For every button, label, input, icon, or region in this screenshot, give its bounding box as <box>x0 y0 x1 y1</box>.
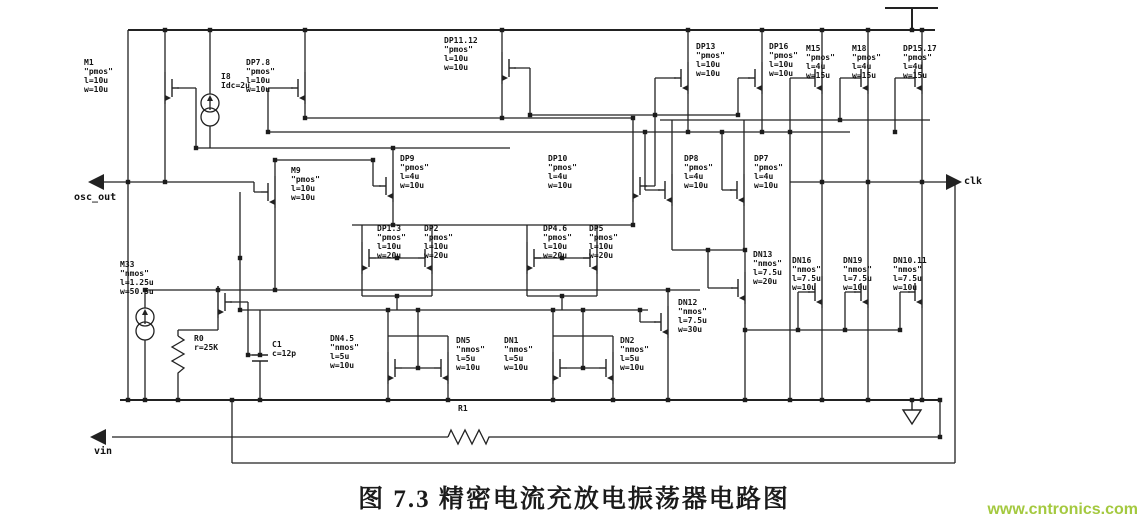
transistor-l: l=7.5u <box>893 274 922 283</box>
transistor-model: "pmos" <box>543 233 572 242</box>
transistor-name: DP15.17 <box>903 44 937 53</box>
transistor-model: "nmos" <box>678 307 707 316</box>
transistor-label-DP13 <box>696 42 725 78</box>
transistor-name: DN16 <box>792 256 812 265</box>
transistor-symbols <box>165 52 922 384</box>
current-source-i8 <box>201 94 219 126</box>
transistor-model: "pmos" <box>589 233 618 242</box>
transistor-name: DP16 <box>769 42 789 51</box>
transistor-w: w=50.5u <box>120 287 154 296</box>
transistor-label-DN1 <box>504 336 533 372</box>
transistor-w: w=10u <box>246 85 271 94</box>
transistor-name: DP7 <box>754 154 769 163</box>
transistor-name: M33 <box>120 260 135 269</box>
transistor-model: "nmos" <box>843 265 872 274</box>
transistor-l: l=10u <box>246 76 271 85</box>
transistor-model: "nmos" <box>330 343 359 352</box>
transistor-l: l=5u <box>620 354 640 363</box>
transistor-label-DP9 <box>400 154 429 190</box>
transistor-w: w=15u <box>852 71 877 80</box>
transistor-label-DN10.11 <box>893 256 927 292</box>
port-label-vin: vin <box>94 446 113 457</box>
transistor-name: DP4.6 <box>543 224 568 233</box>
transistor-l: l=10u <box>377 242 402 251</box>
transistor-w: w=10u <box>400 181 425 190</box>
transistor-l: l=10u <box>769 60 794 69</box>
transistor-name: DP1.3 <box>377 224 402 233</box>
transistor-l: l=4u <box>684 172 704 181</box>
transistor-model: "pmos" <box>852 53 881 62</box>
ground-symbol <box>903 400 921 424</box>
transistor-label-M18 <box>852 44 881 80</box>
transistor-label-DP7.8 <box>246 58 275 94</box>
transistor-l: l=7.5u <box>678 316 707 325</box>
transistor-model: "pmos" <box>377 233 406 242</box>
transistor-w: w=10u <box>769 69 794 78</box>
transistor-l: l=10u <box>84 76 109 85</box>
transistor-model: "nmos" <box>753 259 782 268</box>
transistor-label-DN19 <box>843 256 872 292</box>
transistor-label-M9 <box>291 166 320 202</box>
transistor-w: w=20u <box>753 277 778 286</box>
transistor-name: DN5 <box>456 336 471 345</box>
transistor-label-DP16 <box>769 42 798 78</box>
transistor-l: l=4u <box>548 172 568 181</box>
transistor-name: DP7.8 <box>246 58 271 67</box>
transistor-name: DP9 <box>400 154 415 163</box>
transistor-l: l=7.5u <box>843 274 872 283</box>
transistor-model: "pmos" <box>696 51 725 60</box>
vin-arrow-icon <box>90 429 106 445</box>
label-c1: C1 c=12p <box>272 340 297 358</box>
transistor-l: l=4u <box>852 62 872 71</box>
transistor-l: l=5u <box>456 354 476 363</box>
transistor-w: w=10u <box>893 283 918 292</box>
transistor-l: l=10u <box>424 242 449 251</box>
transistor-model: "pmos" <box>903 53 932 62</box>
transistor-w: w=20u <box>589 251 614 260</box>
transistor-label-M33 <box>120 260 154 296</box>
transistor-w: w=10u <box>84 85 109 94</box>
transistor-model: "nmos" <box>893 265 922 274</box>
transistor-l: l=10u <box>444 54 469 63</box>
transistor-l: l=10u <box>291 184 316 193</box>
clk-arrow-icon <box>946 174 962 190</box>
transistor-label-DP10 <box>548 154 577 190</box>
transistor-model: "pmos" <box>548 163 577 172</box>
transistor-w: w=30u <box>678 325 703 334</box>
transistor-name: DP2 <box>424 224 439 233</box>
transistor-w: w=10u <box>620 363 645 372</box>
transistor-label-DP1.3 <box>377 224 406 260</box>
transistor-model: "pmos" <box>769 51 798 60</box>
current-source-bias <box>136 308 154 340</box>
transistor-w: w=10u <box>504 363 529 372</box>
transistor-l: l=4u <box>400 172 420 181</box>
transistor-l: l=1.25u <box>120 278 154 287</box>
transistor-name: DN2 <box>620 336 635 345</box>
transistor-w: w=10u <box>548 181 573 190</box>
transistor-name: DN12 <box>678 298 698 307</box>
transistor-name: M9 <box>291 166 301 175</box>
transistor-l: l=10u <box>696 60 721 69</box>
transistor-l: l=7.5u <box>753 268 782 277</box>
transistor-model: "nmos" <box>456 345 485 354</box>
transistor-model: "pmos" <box>84 67 113 76</box>
transistor-l: l=4u <box>903 62 923 71</box>
transistor-model: "nmos" <box>620 345 649 354</box>
transistor-w: w=15u <box>903 71 928 80</box>
transistor-w: w=10u <box>684 181 709 190</box>
transistor-l: l=5u <box>504 354 524 363</box>
transistor-label-DN2 <box>620 336 649 372</box>
transistor-name: DP11.12 <box>444 36 478 45</box>
transistor-w: w=15u <box>806 71 831 80</box>
transistor-w: w=20u <box>377 251 402 260</box>
transistor-label-DN4.5 <box>330 334 359 370</box>
transistor-name: M15 <box>806 44 821 53</box>
transistor-model: "pmos" <box>754 163 783 172</box>
transistor-label-DN13 <box>753 250 782 286</box>
transistor-l: l=4u <box>754 172 774 181</box>
port-label-clk: clk <box>964 176 983 187</box>
transistor-w: w=10u <box>444 63 469 72</box>
transistor-label-DP4.6 <box>543 224 572 260</box>
transistor-model: "nmos" <box>504 345 533 354</box>
transistor-w: w=20u <box>424 251 449 260</box>
transistor-name: DN19 <box>843 256 863 265</box>
transistor-model: "nmos" <box>792 265 821 274</box>
label-i8: I8 Idc=2u <box>221 72 250 90</box>
transistor-name: DP10 <box>548 154 568 163</box>
transistor-w: w=10u <box>456 363 481 372</box>
transistor-model: "pmos" <box>806 53 835 62</box>
transistor-model: "nmos" <box>120 269 149 278</box>
transistor-label-DP5 <box>589 224 618 260</box>
transistor-name: DP8 <box>684 154 699 163</box>
transistor-model: "pmos" <box>400 163 429 172</box>
transistor-name: DP5 <box>589 224 604 233</box>
transistor-label-DP11.12 <box>444 36 478 72</box>
transistor-w: w=10u <box>696 69 721 78</box>
transistor-model: "pmos" <box>246 67 275 76</box>
label-r1: R1 <box>458 404 468 413</box>
transistor-w: w=10u <box>843 283 868 292</box>
transistor-l: l=10u <box>589 242 614 251</box>
transistor-name: DN1 <box>504 336 519 345</box>
transistor-w: w=10u <box>792 283 817 292</box>
watermark: www.cntronics.com <box>987 501 1138 518</box>
transistor-name: DP13 <box>696 42 716 51</box>
label-r0: R0 r=25K <box>194 334 219 352</box>
transistor-name: DN10.11 <box>893 256 927 265</box>
transistor-w: w=20u <box>543 251 568 260</box>
transistor-w: w=10u <box>754 181 779 190</box>
transistor-model: "pmos" <box>444 45 473 54</box>
port-label-osc-out: osc_out <box>74 192 117 203</box>
transistor-label-DN16 <box>792 256 821 292</box>
transistor-label-M15 <box>806 44 835 80</box>
transistor-label-DN12 <box>678 298 707 334</box>
transistor-w: w=10u <box>291 193 316 202</box>
transistor-w: w=10u <box>330 361 355 370</box>
transistor-model: "pmos" <box>291 175 320 184</box>
transistor-name: DN4.5 <box>330 334 355 343</box>
transistor-label-M1 <box>84 58 113 94</box>
transistor-l: l=4u <box>806 62 826 71</box>
transistor-label-DN5 <box>456 336 485 372</box>
transistor-model: "pmos" <box>424 233 453 242</box>
transistor-name: DN13 <box>753 250 773 259</box>
transistor-label-DP15.17 <box>903 44 937 80</box>
figure-caption: 图 7.3 精密电流充放电振荡器电路图 <box>358 486 790 513</box>
transistor-label-DP2 <box>424 224 453 260</box>
resistor-r0 <box>172 336 184 400</box>
transistor-name: M18 <box>852 44 867 53</box>
transistor-model: "pmos" <box>684 163 713 172</box>
transistor-l: l=5u <box>330 352 350 361</box>
transistor-label-DP8 <box>684 154 713 190</box>
transistor-name: M1 <box>84 58 94 67</box>
transistor-l: l=10u <box>543 242 568 251</box>
osc-out-arrow-icon <box>88 174 104 190</box>
transistor-label-DP7 <box>754 154 783 190</box>
transistor-l: l=7.5u <box>792 274 821 283</box>
resistor-r1 <box>448 430 492 444</box>
